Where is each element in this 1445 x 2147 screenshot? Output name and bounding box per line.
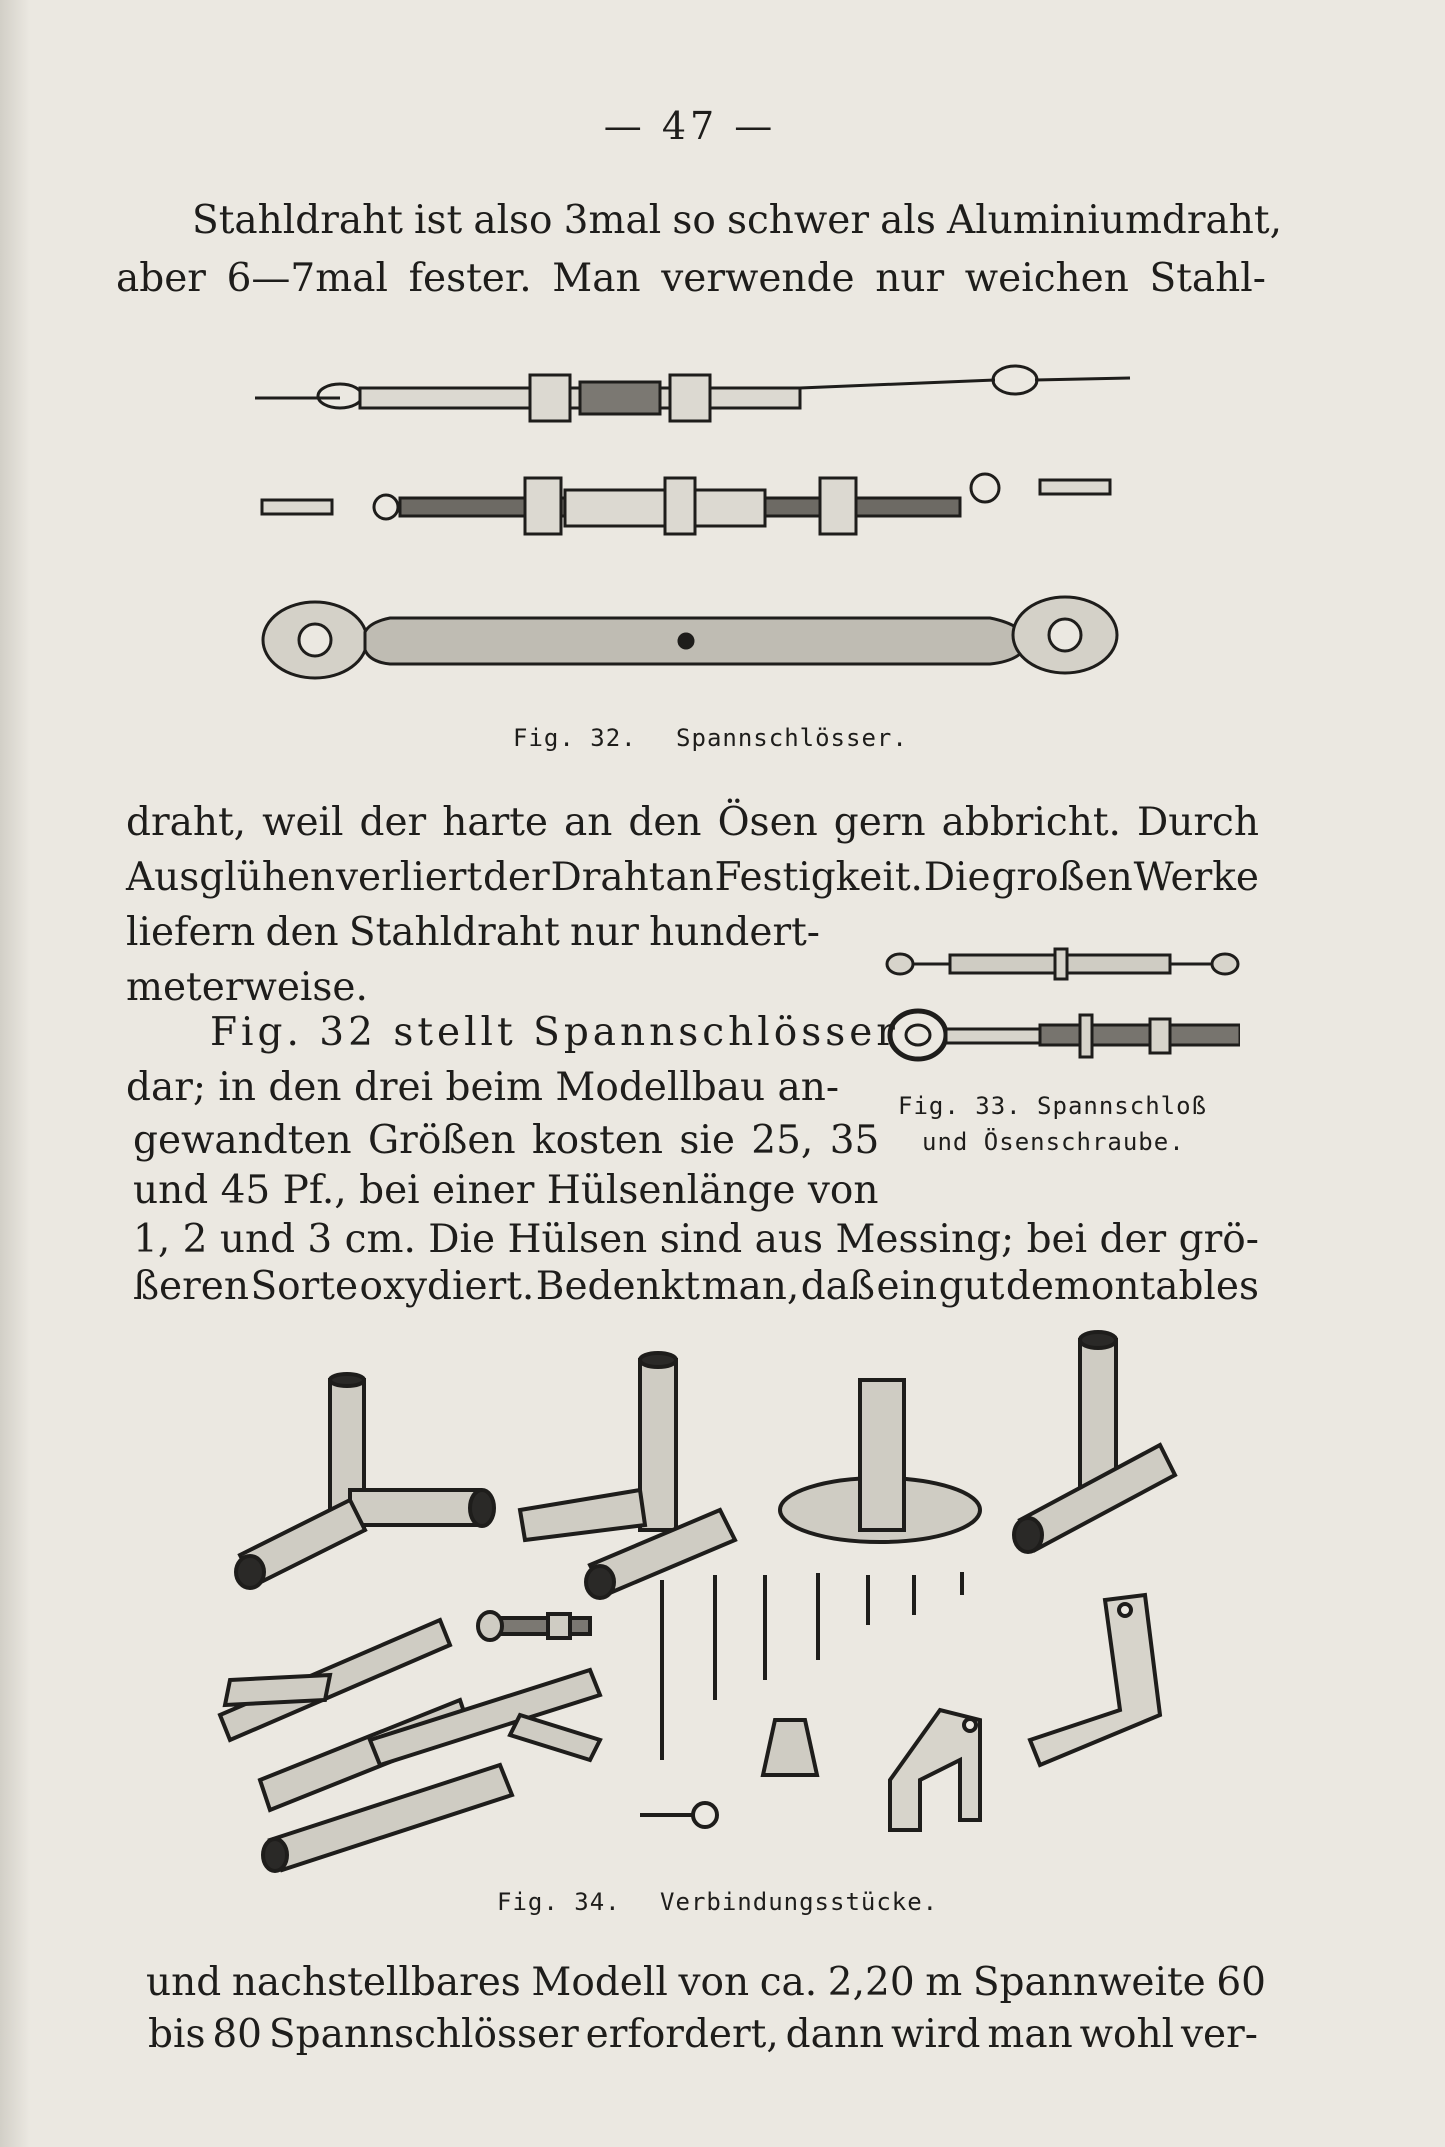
figure-33-caption-line1: Fig. 33. Spannschloß	[898, 1092, 1207, 1120]
figure-34-caption	[497, 1888, 938, 1916]
text-line: dar; in den drei beim Modellbau an-	[126, 1065, 840, 1110]
text-line: 1, 2 und 3 cm. Die Hülsen sind aus Messing; bei der grö-	[133, 1217, 1259, 1262]
figure-title: Verbindungsstücke.	[660, 1888, 939, 1916]
figure-32-caption	[513, 724, 908, 752]
text-line: und 45 Pf., bei einer Hülsenlänge von	[133, 1168, 879, 1213]
text-line: aber 6—7mal fester. Man verwende nur weichen Stahl-	[116, 256, 1266, 301]
text-line: ßeren Sorte oxydiert. Bedenkt man, daß ein gut demontables	[133, 1264, 1259, 1309]
page-number: — 47 —	[603, 104, 777, 148]
figure-34-connectors	[200, 1320, 1200, 1880]
figure-33-caption-line2: und Ösenschraube.	[922, 1128, 1185, 1156]
text-line: Stahldraht ist also 3mal so schwer als Aluminiumdraht,	[192, 198, 1282, 243]
text-line: draht, weil der harte an den Ösen gern abbricht. Durch	[126, 800, 1259, 845]
text-line: und nachstellbares Modell von ca. 2,20 m Spannweite 60	[146, 1960, 1266, 2005]
figure-number: Fig. 32.	[513, 724, 637, 752]
figure-number: Fig. 34.	[497, 1888, 621, 1916]
figure-33-turnbuckle-eyebolt	[880, 935, 1240, 1070]
text-line: gewandten Größen kosten sie 25, 35	[133, 1118, 880, 1163]
text-line: Ausglühen verliert der Draht an Festigkeit. Die großen Werke	[126, 855, 1259, 900]
text-line: Fig. 32 stellt Spannschlösser	[210, 1010, 899, 1055]
page-gutter-shadow	[0, 0, 30, 2147]
text-line: meterweise.	[126, 965, 368, 1010]
figure-title: Spannschlösser.	[676, 724, 908, 752]
text-line: liefern den Stahldraht nur hundert-	[126, 910, 820, 955]
text-line: bis 80 Spannschlösser erfordert, dann wird man wohl ver-	[148, 2012, 1258, 2057]
figure-32-turnbuckles	[250, 350, 1150, 690]
